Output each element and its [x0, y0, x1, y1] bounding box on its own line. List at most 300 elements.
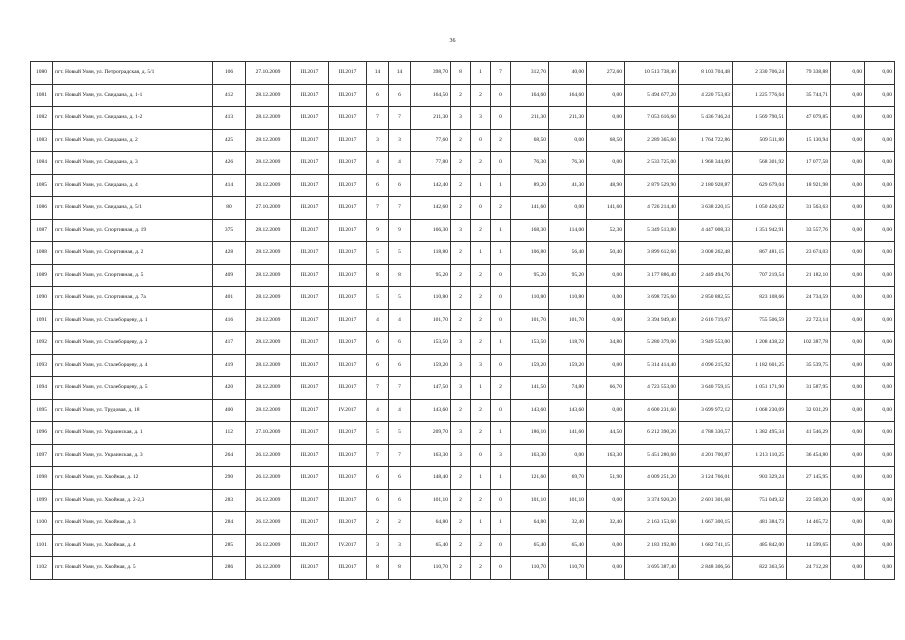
cell-cost-extra-b: 0,00: [865, 129, 895, 152]
cell-area-b: 48,90: [587, 174, 625, 197]
table-row: [31, 399, 895, 422]
cell-cost-region: 707 219,54: [733, 264, 787, 287]
cell-cost-fund: 3 638 220,15: [679, 197, 733, 220]
cell-area-b: 0,00: [587, 84, 625, 107]
cell-cost-total: 6 212 390,20: [625, 422, 679, 445]
cell-residents-b: 6: [389, 467, 411, 490]
cell-area-b: 32,40: [587, 512, 625, 535]
cell-address: пгт. Новый Уоян, ул. Спортивная, д. 7а: [53, 287, 213, 310]
cell-flats-a: 2: [471, 332, 491, 355]
cell-cost-total: 2 879 529,90: [625, 174, 679, 197]
cell-area-b: 44,50: [587, 422, 625, 445]
cell-area-total: 211,30: [411, 107, 451, 130]
cell-area-b: 0,00: [587, 309, 625, 332]
cell-cost-total: 2 163 153,60: [625, 512, 679, 535]
cell-area-resettle: 95,20: [511, 264, 549, 287]
cell-cost-fund: 8 103 704,48: [679, 62, 733, 85]
cell-fact-date: III.2017: [329, 444, 367, 467]
cell-flats-b: 7: [491, 62, 511, 85]
cell-cost-total: 5 451 280,60: [625, 444, 679, 467]
cell-area-resettle: 110,70: [511, 557, 549, 580]
cell-residents-a: 9: [367, 219, 389, 242]
cell-cost-local: 41 546,29: [787, 422, 831, 445]
cell-area-total: 153,50: [411, 332, 451, 355]
cell-flats-a: 1: [471, 467, 491, 490]
cell-plan-date: III.2017: [291, 107, 329, 130]
cell-area-b: 34,80: [587, 332, 625, 355]
cell-area-b: 0,00: [587, 489, 625, 512]
cell-num: 1084: [31, 152, 53, 175]
cell-flats-a: 1: [471, 377, 491, 400]
table-row: [31, 377, 895, 400]
cell-residents-b: 5: [389, 422, 411, 445]
cell-fact-date: III.2017: [329, 512, 367, 535]
cell-flats-b: 0: [491, 309, 511, 332]
cell-reg-date: 26.12.2009: [246, 444, 291, 467]
cell-cost-local: 24 734,59: [787, 287, 831, 310]
cell-area-a: 159,20: [549, 354, 587, 377]
cell-flats-b: 1: [491, 332, 511, 355]
cell-cost-fund: 4 096 215,92: [679, 354, 733, 377]
cell-area-total: 143,60: [411, 399, 451, 422]
cell-flats-b: 0: [491, 399, 511, 422]
cell-flats-a: 2: [471, 84, 491, 107]
cell-flats-total: 2: [451, 287, 471, 310]
cell-area-b: 0,00: [587, 534, 625, 557]
cell-area-b: 0,00: [587, 107, 625, 130]
cell-cost-extra-a: 0,00: [831, 107, 865, 130]
cell-reg-number: 412: [213, 84, 246, 107]
cell-flats-b: 1: [491, 467, 511, 490]
cell-cost-region: 1 382 495,34: [733, 422, 787, 445]
cell-residents-a: 4: [367, 399, 389, 422]
cell-flats-b: 1: [491, 219, 511, 242]
cell-fact-date: III.2017: [329, 242, 367, 265]
cell-flats-b: 0: [491, 489, 511, 512]
cell-cost-extra-a: 0,00: [831, 444, 865, 467]
cell-cost-extra-b: 0,00: [865, 444, 895, 467]
cell-residents-b: 3: [389, 534, 411, 557]
cell-flats-total: 3: [451, 219, 471, 242]
cell-reg-date: 27.10.2009: [246, 197, 291, 220]
cell-reg-date: 26.12.2009: [246, 512, 291, 535]
cell-area-resettle: 64,80: [511, 512, 549, 535]
cell-reg-number: 414: [213, 174, 246, 197]
cell-plan-date: III.2017: [291, 174, 329, 197]
cell-flats-b: 0: [491, 354, 511, 377]
cell-address: пгт. Новый Уоян, ул. Сталеборцеву, д. 5: [53, 377, 213, 400]
cell-cost-extra-b: 0,00: [865, 287, 895, 310]
cell-cost-fund: 3 124 766,01: [679, 467, 733, 490]
cell-residents-a: 5: [367, 287, 389, 310]
cell-reg-number: 426: [213, 152, 246, 175]
cell-flats-total: 3: [451, 107, 471, 130]
cell-address: пгт. Новый Уоян, ул. Свидаана, д. 4: [53, 174, 213, 197]
cell-plan-date: III.2017: [291, 309, 329, 332]
cell-cost-fund: 4 220 753,83: [679, 84, 733, 107]
cell-flats-b: 1: [491, 174, 511, 197]
cell-cost-fund: 4 447 008,33: [679, 219, 733, 242]
cell-area-a: 0,00: [549, 129, 587, 152]
cell-area-b: 163,30: [587, 444, 625, 467]
cell-cost-extra-b: 0,00: [865, 309, 895, 332]
cell-address: пгт. Новый Уоян, ул. Спортивная, д. 2: [53, 242, 213, 265]
cell-num: 1089: [31, 264, 53, 287]
cell-area-a: 69,70: [549, 467, 587, 490]
cell-cost-fund: 1 968 344,09: [679, 152, 733, 175]
cell-cost-extra-a: 0,00: [831, 332, 865, 355]
cell-flats-a: 2: [471, 309, 491, 332]
cell-reg-date: 28.12.2009: [246, 107, 291, 130]
cell-cost-local: 18 921,98: [787, 174, 831, 197]
cell-residents-b: 4: [389, 399, 411, 422]
cell-area-a: 0,00: [549, 197, 587, 220]
cell-area-a: 76,30: [549, 152, 587, 175]
cell-cost-region: 2 330 706,24: [733, 62, 787, 85]
cell-area-total: 77,60: [411, 129, 451, 152]
cell-cost-extra-a: 0,00: [831, 354, 865, 377]
cell-flats-total: 2: [451, 489, 471, 512]
cell-cost-extra-b: 0,00: [865, 197, 895, 220]
cell-flats-b: 0: [491, 84, 511, 107]
cell-cost-region: 1 569 790,51: [733, 107, 787, 130]
cell-fact-date: III.2017: [329, 467, 367, 490]
cell-reg-number: 286: [213, 557, 246, 580]
cell-flats-total: 2: [451, 152, 471, 175]
cell-cost-fund: 3 699 972,12: [679, 399, 733, 422]
cell-fact-date: III.2017: [329, 354, 367, 377]
cell-area-total: 148,40: [411, 467, 451, 490]
cell-reg-date: 28.12.2009: [246, 129, 291, 152]
cell-area-total: 110,70: [411, 557, 451, 580]
cell-address: пгт. Новый Уоян, ул. Украинская, д. 1: [53, 422, 213, 445]
cell-flats-a: 1: [471, 62, 491, 85]
cell-cost-extra-a: 0,00: [831, 489, 865, 512]
cell-cost-extra-b: 0,00: [865, 152, 895, 175]
cell-area-a: 40,00: [549, 62, 587, 85]
cell-cost-extra-b: 0,00: [865, 264, 895, 287]
cell-area-b: 0,00: [587, 152, 625, 175]
cell-area-resettle: 159,20: [511, 354, 549, 377]
cell-cost-extra-a: 0,00: [831, 174, 865, 197]
cell-cost-total: 4 009 251,20: [625, 467, 679, 490]
cell-cost-region: 903 329,24: [733, 467, 787, 490]
cell-num: 1091: [31, 309, 53, 332]
cell-reg-date: 26.12.2009: [246, 557, 291, 580]
cell-num: 1102: [31, 557, 53, 580]
cell-reg-date: 28.12.2009: [246, 332, 291, 355]
cell-address: пгт. Новый Уоян, ул. Сталеборцеву, д. 1: [53, 309, 213, 332]
cell-address: пгт. Новый Уоян, ул. Трудовая, д. 18: [53, 399, 213, 422]
cell-reg-number: 409: [213, 264, 246, 287]
cell-cost-extra-a: 0,00: [831, 467, 865, 490]
table-row: [31, 62, 895, 85]
cell-area-b: 0,00: [587, 557, 625, 580]
cell-address: пгт. Новый Уоян, ул. Украинская, д. 3: [53, 444, 213, 467]
cell-area-total: 118,80: [411, 242, 451, 265]
cell-cost-region: 1 351 942,91: [733, 219, 787, 242]
cell-residents-a: 2: [367, 512, 389, 535]
cell-cost-extra-a: 0,00: [831, 422, 865, 445]
cell-residents-a: 4: [367, 309, 389, 332]
cell-reg-number: 400: [213, 399, 246, 422]
cell-plan-date: III.2017: [291, 512, 329, 535]
cell-address: пгт. Новый Уоян, ул. Хвойная, д. 3: [53, 512, 213, 535]
cell-fact-date: III.2017: [329, 197, 367, 220]
cell-residents-a: 3: [367, 129, 389, 152]
cell-num: 1086: [31, 197, 53, 220]
cell-num: 1097: [31, 444, 53, 467]
cell-cost-region: 755 506,59: [733, 309, 787, 332]
cell-area-resettle: 211,30: [511, 107, 549, 130]
cell-area-resettle: 110,80: [511, 287, 549, 310]
cell-address: пгт. Новый Уоян, ул. Хвойная, д. 5: [53, 557, 213, 580]
cell-residents-a: 7: [367, 197, 389, 220]
cell-residents-a: 8: [367, 264, 389, 287]
cell-cost-total: 2 183 192,80: [625, 534, 679, 557]
housing-table: [30, 61, 895, 580]
cell-reg-number: 284: [213, 512, 246, 535]
cell-fact-date: III.2017: [329, 129, 367, 152]
table-row: [31, 332, 895, 355]
cell-cost-extra-b: 0,00: [865, 242, 895, 265]
cell-reg-number: 285: [213, 534, 246, 557]
cell-cost-total: 5 349 513,80: [625, 219, 679, 242]
cell-residents-a: 4: [367, 152, 389, 175]
cell-reg-number: 401: [213, 287, 246, 310]
cell-area-total: 209,70: [411, 422, 451, 445]
cell-cost-extra-a: 0,00: [831, 557, 865, 580]
cell-area-resettle: 68,50: [511, 129, 549, 152]
cell-area-resettle: 101,10: [511, 489, 549, 512]
cell-residents-b: 7: [389, 197, 411, 220]
cell-cost-extra-a: 0,00: [831, 219, 865, 242]
cell-reg-number: 420: [213, 377, 246, 400]
cell-cost-extra-b: 0,00: [865, 354, 895, 377]
cell-cost-region: 1 213 110,25: [733, 444, 787, 467]
cell-plan-date: III.2017: [291, 354, 329, 377]
cell-num: 1087: [31, 219, 53, 242]
cell-cost-total: 7 053 616,60: [625, 107, 679, 130]
cell-residents-a: 5: [367, 422, 389, 445]
cell-residents-b: 4: [389, 309, 411, 332]
cell-plan-date: III.2017: [291, 557, 329, 580]
cell-cost-local: 47 079,85: [787, 107, 831, 130]
cell-residents-a: 7: [367, 107, 389, 130]
table-row: [31, 354, 895, 377]
cell-area-resettle: 153,50: [511, 332, 549, 355]
table-row: [31, 287, 895, 310]
cell-area-resettle: 168,30: [511, 219, 549, 242]
cell-area-resettle: 164,60: [511, 84, 549, 107]
cell-fact-date: III.2017: [329, 422, 367, 445]
cell-cost-fund: 1 682 741,15: [679, 534, 733, 557]
cell-address: пгт. Новый Уоян, ул. Петроградская, д. 5/1: [53, 62, 213, 85]
table-row: [31, 309, 895, 332]
cell-cost-extra-a: 0,00: [831, 287, 865, 310]
cell-flats-b: 2: [491, 197, 511, 220]
cell-cost-extra-a: 0,00: [831, 129, 865, 152]
cell-cost-extra-a: 0,00: [831, 242, 865, 265]
cell-flats-a: 0: [471, 197, 491, 220]
cell-residents-a: 8: [367, 557, 389, 580]
cell-flats-a: 2: [471, 219, 491, 242]
cell-reg-date: 28.12.2009: [246, 84, 291, 107]
cell-reg-date: 28.12.2009: [246, 309, 291, 332]
cell-area-total: 142,40: [411, 174, 451, 197]
cell-cost-extra-b: 0,00: [865, 399, 895, 422]
cell-reg-number: 419: [213, 354, 246, 377]
cell-plan-date: III.2017: [291, 287, 329, 310]
cell-reg-number: 264: [213, 444, 246, 467]
cell-area-a: 101,10: [549, 489, 587, 512]
cell-cost-region: 1 225 776,64: [733, 84, 787, 107]
cell-cost-region: 823 108,66: [733, 287, 787, 310]
cell-reg-date: 28.12.2009: [246, 174, 291, 197]
cell-area-b: 141,60: [587, 197, 625, 220]
cell-flats-b: 3: [491, 444, 511, 467]
cell-cost-total: 4 723 553,00: [625, 377, 679, 400]
cell-residents-b: 7: [389, 377, 411, 400]
cell-reg-date: 28.12.2009: [246, 219, 291, 242]
cell-area-a: 74,80: [549, 377, 587, 400]
cell-area-resettle: 121,60: [511, 467, 549, 490]
page-number: 36: [449, 38, 456, 44]
cell-cost-total: 3 177 886,40: [625, 264, 679, 287]
cell-address: пгт. Новый Уоян, ул. Спортивная, д. 19: [53, 219, 213, 242]
cell-residents-a: 7: [367, 377, 389, 400]
table-row: [31, 107, 895, 130]
cell-reg-date: 27.10.2009: [246, 422, 291, 445]
cell-num: 1096: [31, 422, 53, 445]
cell-fact-date: IV.2017: [329, 534, 367, 557]
cell-cost-local: 14 465,72: [787, 512, 831, 535]
cell-flats-total: 2: [451, 129, 471, 152]
cell-fact-date: IV.2017: [329, 399, 367, 422]
cell-num: 1088: [31, 242, 53, 265]
cell-plan-date: III.2017: [291, 62, 329, 85]
cell-cost-total: 2 289 365,60: [625, 129, 679, 152]
cell-reg-number: 112: [213, 422, 246, 445]
cell-plan-date: III.2017: [291, 377, 329, 400]
cell-cost-region: 568 301,92: [733, 152, 787, 175]
cell-reg-date: 28.12.2009: [246, 264, 291, 287]
cell-reg-date: 26.12.2009: [246, 534, 291, 557]
cell-flats-total: 3: [451, 354, 471, 377]
table-row: [31, 129, 895, 152]
cell-cost-extra-a: 0,00: [831, 84, 865, 107]
cell-cost-extra-b: 0,00: [865, 84, 895, 107]
cell-address: пгт. Новый Уоян, ул. Свидаана, д. 2: [53, 129, 213, 152]
cell-residents-a: 6: [367, 467, 389, 490]
cell-address: пгт. Новый Уоян, ул. Хвойная, д. 2-2,3: [53, 489, 213, 512]
cell-reg-number: 106: [213, 62, 246, 85]
cell-cost-extra-b: 0,00: [865, 219, 895, 242]
cell-residents-b: 9: [389, 219, 411, 242]
cell-cost-local: 35 744,71: [787, 84, 831, 107]
cell-residents-a: 5: [367, 242, 389, 265]
cell-plan-date: III.2017: [291, 264, 329, 287]
cell-cost-total: 5 314 414,40: [625, 354, 679, 377]
cell-cost-local: 33 557,76: [787, 219, 831, 242]
cell-cost-region: 1 068 230,09: [733, 399, 787, 422]
cell-reg-number: 416: [213, 309, 246, 332]
cell-residents-a: 14: [367, 62, 389, 85]
cell-cost-extra-a: 0,00: [831, 399, 865, 422]
cell-cost-fund: 2 848 306,56: [679, 557, 733, 580]
cell-cost-extra-b: 0,00: [865, 489, 895, 512]
table-row: [31, 512, 895, 535]
cell-num: 1093: [31, 354, 53, 377]
cell-area-b: 272,60: [587, 62, 625, 85]
cell-flats-b: 0: [491, 152, 511, 175]
cell-reg-number: 80: [213, 197, 246, 220]
cell-area-b: 0,00: [587, 287, 625, 310]
cell-cost-region: 1 051 171,90: [733, 377, 787, 400]
cell-area-total: 110,80: [411, 287, 451, 310]
cell-cost-total: 5 280 379,00: [625, 332, 679, 355]
cell-area-total: 159,20: [411, 354, 451, 377]
cell-residents-b: 6: [389, 332, 411, 355]
cell-flats-b: 0: [491, 534, 511, 557]
cell-cost-extra-a: 0,00: [831, 512, 865, 535]
cell-num: 1095: [31, 399, 53, 422]
cell-cost-fund: 5 436 746,24: [679, 107, 733, 130]
cell-plan-date: III.2017: [291, 219, 329, 242]
cell-cost-extra-a: 0,00: [831, 62, 865, 85]
cell-cost-local: 21 182,10: [787, 264, 831, 287]
cell-cost-local: 27 145,95: [787, 467, 831, 490]
cell-reg-number: 375: [213, 219, 246, 242]
cell-residents-b: 5: [389, 287, 411, 310]
cell-area-a: 114,00: [549, 219, 587, 242]
cell-residents-b: 7: [389, 444, 411, 467]
cell-area-a: 95,20: [549, 264, 587, 287]
cell-reg-date: 28.12.2009: [246, 152, 291, 175]
cell-fact-date: III.2017: [329, 174, 367, 197]
cell-cost-region: 509 511,80: [733, 129, 787, 152]
cell-flats-total: 2: [451, 264, 471, 287]
table-row: [31, 242, 895, 265]
cell-fact-date: III.2017: [329, 62, 367, 85]
cell-flats-total: 2: [451, 197, 471, 220]
cell-address: пгт. Новый Уоян, ул. Свидаана, д. 3: [53, 152, 213, 175]
cell-flats-a: 2: [471, 264, 491, 287]
cell-num: 1083: [31, 129, 53, 152]
cell-flats-total: 2: [451, 174, 471, 197]
cell-cost-fund: 2 601 301,68: [679, 489, 733, 512]
cell-cost-extra-b: 0,00: [865, 62, 895, 85]
cell-area-total: 166,30: [411, 219, 451, 242]
cell-flats-total: 3: [451, 444, 471, 467]
cell-num: 1082: [31, 107, 53, 130]
cell-flats-b: 2: [491, 377, 511, 400]
table-body: [31, 62, 895, 580]
cell-flats-total: 2: [451, 399, 471, 422]
cell-cost-local: 22 569,20: [787, 489, 831, 512]
cell-num: 1099: [31, 489, 53, 512]
cell-area-total: 398,70: [411, 62, 451, 85]
cell-area-resettle: 141,50: [511, 377, 549, 400]
cell-residents-b: 4: [389, 152, 411, 175]
cell-flats-a: 1: [471, 512, 491, 535]
cell-area-resettle: 141,60: [511, 197, 549, 220]
cell-area-a: 164,60: [549, 84, 587, 107]
cell-cost-local: 102 387,78: [787, 332, 831, 355]
cell-plan-date: III.2017: [291, 444, 329, 467]
cell-flats-a: 2: [471, 422, 491, 445]
cell-flats-b: 1: [491, 242, 511, 265]
